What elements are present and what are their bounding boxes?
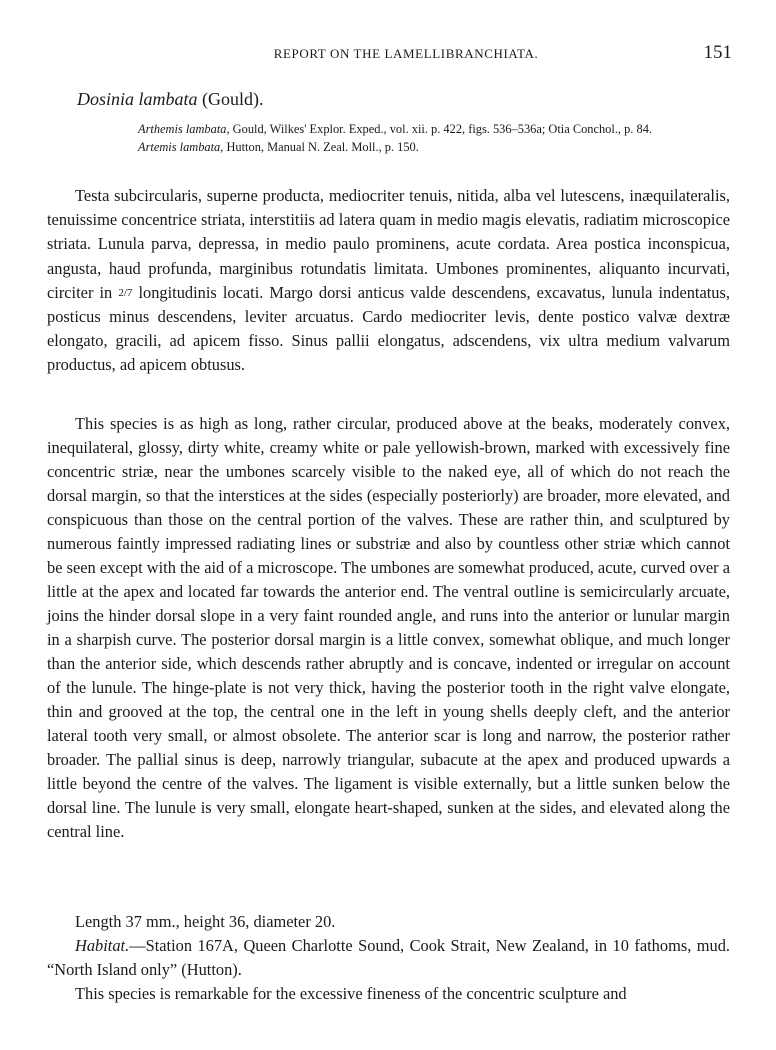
habitat-block [47,934,730,982]
latin-text-part-1: Testa subcircularis, superne producta, mediocriter tenuis, nitida, alba vel lutescens, inæquilateralis, tenuissime concentrice striata, interstitiis ad latera quam in medio magis elevatis, radiatim microscopice striata. Lunula parva, depressa, in medio paulo prominens, acute cordata. Area postica inconspicua, angusta, haud profunda, marginibus rotundatis limitata. Umbones prominentes, aliquanto incurvati, circiter in [47,186,730,302]
fraction: 2/7 [118,286,133,299]
synonym-citation: Hutton, Manual N. Zeal. Moll., p. 150. [226,140,419,154]
habitat-label: Habitat. [75,936,130,955]
species-heading [77,89,264,110]
page-header [0,42,776,70]
synonym-citation: Gould, Wilkes' Explor. Exped., vol. xii. p. 422, figs. 536–536a; Otia Conchol., p. 84. [232,122,652,136]
habitat-paragraph [47,934,730,982]
remark-block [47,982,730,1006]
synonym-name: Artemis lambata, [138,140,224,154]
species-name: Dosinia lambata [77,89,198,109]
latin-text-part-2: longitudinis locati. Margo dorsi anticus valde descendens, excavatus, lunula indentatus, posticus minus descendens, leviter arcuatus. Cardo mediocriter levis, dente postico valvæ dextræ elongato, gracili, ad apicem fisso. Sinus pallii elongatus, adscendens, vix ultra medium valvarum productus, ad apicem obtusus. [47,282,730,375]
latin-description [47,184,730,378]
measurements: Length 37 mm., height 36, diameter 20. [75,912,336,931]
synonymy-list [108,120,728,156]
species-author: (Gould). [202,89,264,109]
synonymy-entry [108,138,728,156]
latin-paragraph [47,184,730,378]
synonym-name: Arthemis lambata, [138,122,230,136]
measurements-block [47,910,730,934]
english-description [47,412,730,844]
running-title: REPORT ON THE LAMELLIBRANCHIATA. [273,46,539,61]
page-number: 151 [703,42,732,63]
habitat-text: —Station 167A, Queen Charlotte Sound, Cook Strait, New Zealand, in 10 fathoms, mud. “North Island only” (Hutton). [47,936,730,979]
remark-paragraph: This species is remarkable for the excessive fineness of the concentric sculpture and [75,984,627,1003]
synonymy-entry [108,120,728,138]
description-paragraph: This species is as high as long, rather circular, produced above at the beaks, moderately convex, inequilateral, glossy, dirty white, creamy white or pale yellowish-brown, marked with excessively fine concentric striæ, near the umbones scarcely visible to the naked eye, all of which do not reach the dorsal margin, so that the interstices at the sides (especially posteriorly) are broader, more elevated, and conspicuous than those on the central portion of the valves. These are rather thin, and sculptured by numerous faintly impressed radiating lines or substriæ and also by countless other striæ which cannot be seen except with the aid of a microscope. The umbones are somewhat produced, acute, curved over a little at the apex and located far towards the anterior end. The ventral outline is semicircularly arcuate, joins the hinder dorsal slope in a very faint rounded angle, and runs into the anterior or lunular margin in a sharpish curve. The posterior dorsal margin is a little convex, somewhat oblique, and much longer than the anterior side, which descends rather abruptly and is concave, indented or irregular on account of the lunule. The hinge-plate is not very thick, having the posterior tooth in the right valve elongate, thin and grooved at the top, the central one in the left in young shells deeply cleft, and the anterior lateral tooth very small, or almost obsolete. The anterior scar is long and narrow, the posterior rather broader. The pallial sinus is deep, narrowly triangular, subacute at the apex and produced upwards a little beyond the centre of the valves. The ligament is visible externally, but a little sunken below the dorsal line. The lunule is very small, elongate heart-shaped, sunken at the sides, and elevated along the central line. [47,414,730,841]
